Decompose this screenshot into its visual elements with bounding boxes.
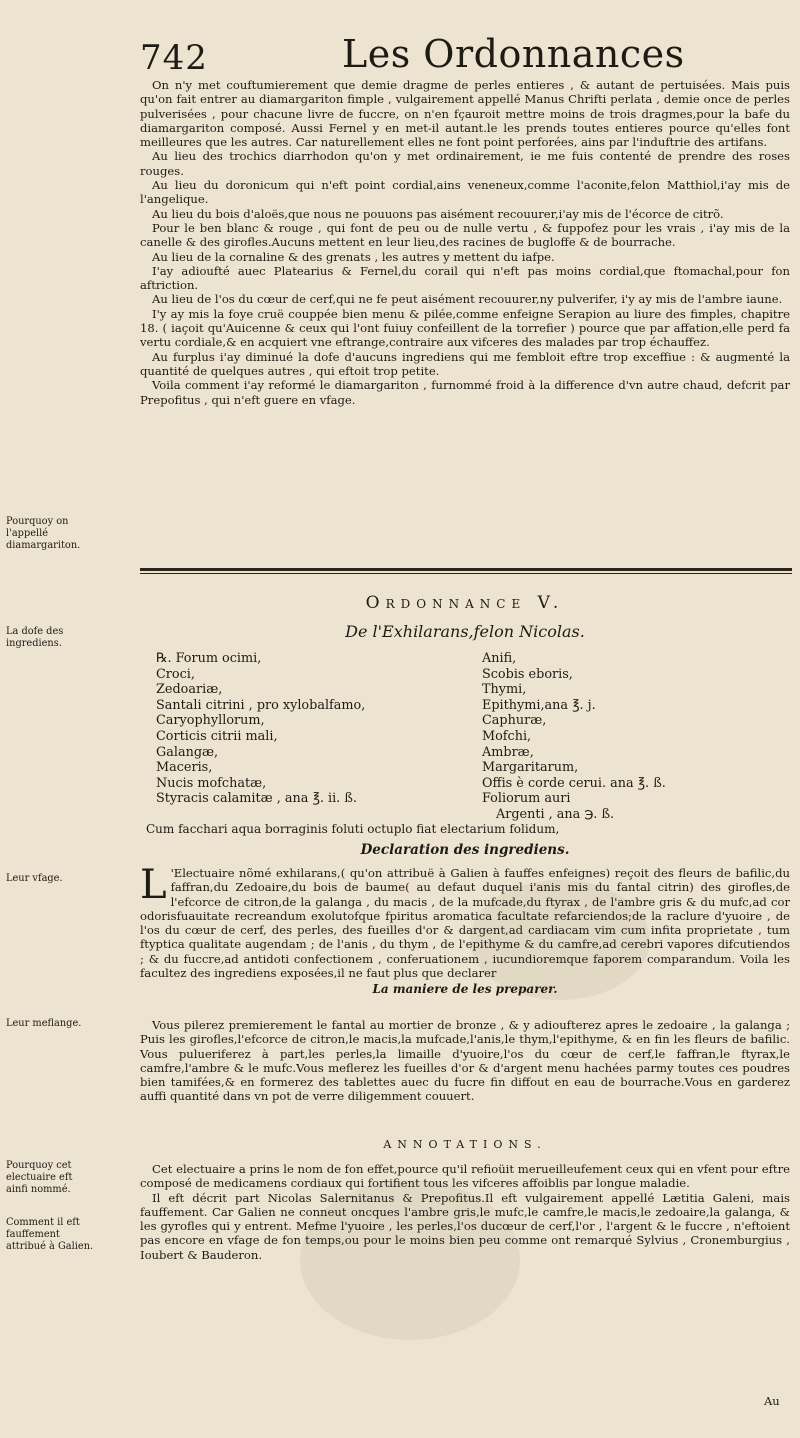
recipe-line: Anifi,: [482, 651, 517, 666]
paragraph: I'ay adioufté auec Platearius & Fernel,du corail qui n'eft pas moins cordial,que ftomachal,pour fon aftriction.: [140, 263, 790, 293]
recipe-line: ℞. Forum ocimi,: [156, 651, 262, 666]
paragraph: Au lieu de la cornaline & des grenats , les autres y mettent du iafpe.: [152, 249, 555, 264]
recipe-line: Galangæ,: [156, 744, 219, 760]
recipe-line: Ambræ,: [482, 744, 534, 760]
recipe-left-column: [156, 651, 365, 807]
paragraph: Au lieu de l'os du cœur de cerf,qui ne fe peut aisément recouurer,ny pulverifer, i'y ay mis de l'ambre iaune.: [152, 292, 783, 307]
annotations-text: [140, 1162, 790, 1262]
page-number: 742: [140, 38, 208, 78]
recipe-line: Croci,: [156, 666, 195, 682]
recipe-line: Margaritarum,: [482, 760, 579, 776]
recipe-line: Epithymi,ana ℥. j.: [482, 697, 596, 713]
paragraph: Vous pilerez premierement le fantal au mortier de bronze , & y adioufterez apres le zedoaire , la galanga ; Puis les girofles,l'efcorce de citron,le macis,la mufcade,l'anis,le thym,l'epithyme, & en fin les fleurs de bafilic. Vous pulueriferez à part,les perles,la limaille d'yuoire,l'os du cœur de cerf,le faffran,le ftyrax,le camfre,l'ambre & le mufc.Vous meflerez les fueilles d'or & d'argent menu hachées parmy toutes ces poudres bien tamifées,& en formerez des tablettes auec du fucre fin diffout en eau de bourrache.Vous en garderez auffi quantité dans vn pot de verre diligemment couuert.: [140, 1018, 790, 1104]
recipe-line: Nucis mofchatæ,: [156, 775, 267, 791]
margin-note-mixing: Leur meflange.: [6, 1018, 82, 1029]
catchword: Au: [764, 1394, 780, 1408]
recipe-line: Foliorum auri: [482, 791, 571, 807]
drop-cap: L: [140, 862, 167, 908]
recipe-line: Santali citrini , pro xylobalfamo,: [156, 697, 366, 713]
paragraph: Au furplus i'ay diminué la dofe d'aucuns ingrediens qui me fembloit eftre trop exceffiue : & augmenté la quantité de quelques autres , qui eftoit trop petite.: [140, 349, 790, 378]
recipe-line: Offis è corde cerui. ana ℥. ß.: [482, 775, 666, 791]
annotations-title: ANNOTATIONS.: [383, 1138, 547, 1151]
recipe-line: Scobis eboris,: [482, 666, 573, 682]
recipe-closing: Cum facchari aqua borraginis foluti octuplo fiat electarium folidum,: [146, 822, 560, 836]
margin-note-why-named: Pourquoy on l'appellé diamargariton.: [6, 516, 81, 551]
running-title: Les Ordonnances: [342, 32, 685, 76]
paragraph: Il eft décrit part Nicolas Salernitanus & Prepofitus.Il eft vulgairement appellé Lætitia Galeni, mais fauffement. Car Galien ne conneut oncques l'ambre gris,le mufc,le camfre,le macis,le zedoaire,la galanga, & les gyrofles qui y entrent. Mefme l'yuoire , les perles,l'os ducœur de cerf,l'or , l'argent & le fuccre , n'eftoient pas encore en vfage de fon temps,ou pour le moins bien peu comme ont remarqué Sylvius , Cronemburgius , Ioubert & Bauderon.: [140, 1190, 790, 1262]
paragraph: Au lieu du doronicum qui n'eft point cordial,ains veneneux,comme l'aconite,felon Matthiol,i'ay mis de l'angelique.: [140, 178, 790, 207]
recipe-line: Caphuræ,: [482, 713, 547, 729]
recipe-line: Caryophyllorum,: [156, 713, 265, 729]
ordonnance-title: Ordonnance V.: [365, 593, 565, 613]
preparation-text: [140, 1018, 790, 1104]
paragraph: Au lieu des trochics diarrhodon qu'on y met ordinairement, ie me fuis contenté de prendre des roses rouges.: [140, 149, 790, 178]
paragraph: Cet electuaire a prins le nom de fon effet,pource qu'il refioüit merueilleufement ceux qui en vfent pour eftre composé de medicamens cordiaux qui fortifient tous les vifceres affoiblis par longue maladie.: [140, 1162, 790, 1191]
recipe-line: Corticis citrii mali,: [156, 728, 278, 744]
recipe-line: Thymi,: [482, 682, 527, 698]
margin-note-dose: La dofe des ingrediens.: [6, 626, 64, 649]
paragraph: I'y ay mis la foye cruë couppée bien menu & pilée,comme enfeigne Serapion au liure des fimples, chapitre 18. ( iaçoit qu'Auicenne & ceux qui l'ont fuiuy confeillent de la torrefier ) pource que par affation,elle perd fa vertu cordiale,& en acquiert vne eftrange,contraire aux vifceres des malades par trop échauffez.: [140, 306, 790, 350]
paragraph: Voila comment i'ay reformé le diamargariton , furnommé froid à la difference d'vn autre chaud, defcrit par Prepofitus , qui n'eft guere en vfage.: [140, 378, 790, 407]
recipe-line: Styracis calamitæ , ana ℥. ii. ß.: [156, 791, 357, 807]
recipe-line: Zedoariæ,: [156, 682, 223, 698]
paragraph: Pour le ben blanc & rouge , qui font de peu ou de nulle vertu , & fuppofez pour les vrais , i'ay mis de la canelle & des girofles.Aucuns mettent en leur lieu,des racines de bugloffe & de bourrache.: [140, 220, 790, 250]
paragraph: On n'y met couftumierement que demie dragme de perles entieres , & autant de pertuisées. Mais puis qu'on fait entrer au diamargariton fimple , vulgairement appellé Manus Chrifti perlata , demie once de perles pulverisées , pour chacune livre de fuccre, on n'en fçauroit mettre moins de trois dragmes,pour la bafe du diamargariton composé. Aussi Fernel y en met-il autant.le les prends toutes entieres pource qu'elles font meilleures que les autres. Car naturellement elles ne font point perforées, ains par l'induftrie des artifans.: [140, 78, 790, 150]
declaration-title: Declaration des ingrediens.: [360, 842, 570, 858]
recipe-line: Argenti , ana ℈. ß.: [496, 806, 615, 822]
paragraph: Au lieu du bois d'aloës,que nous ne pouuons pas aisément recouurer,i'ay mis de l'écorce de citrõ.: [152, 206, 724, 221]
manner-title: La maniere de les preparer.: [372, 982, 558, 997]
ordonnance-subtitle: De l'Exhilarans,felon Nicolas.: [345, 622, 585, 641]
recipe-line: Mofchi,: [482, 728, 532, 744]
declaration-text: [140, 862, 790, 997]
declaration-body: 'Electuaire nõmé exhilarans,( qu'on attribuë à Galien à fauffes enfeignes) reçoit des fleurs de bafilic,du faffran,du Zedoaire,du bois de baume( au defaut duquel i'anis mis du fantal citrin) des girofles,de l'efcorce de citron,de la galanga , du macis , de la mufcade,du ftyrax , de l'ambre gris & du mufc,ad cor odorisfuauitate recreandum exolutofque fpiritus aromatica facultate refarciendos;de la raclure d'yuoire , de l'os du cœur de cerf, des perles, des fueilles d'or & dargent,ad cardiacam vim cum infita proprietate , tum ftyptica qualitate augendam ; de l'anis , du thym , de l'epithyme & du camfre,ad cerebri vapores difcutiendos ; & du fuccre,ad antidoti confectionem , conferuationem , iucundioremque faporem comparandum. Voila les facultez des ingrediens exposées,il ne faut plus que declarer: [140, 866, 790, 981]
section-rule: [140, 573, 792, 574]
margin-note-usage: Leur vfage.: [6, 873, 63, 884]
margin-note-why-electuary: Pourquoy cet electuaire eft ainfi nommé.: [6, 1160, 73, 1195]
intro-text: [140, 78, 790, 407]
recipe-right-column: [482, 651, 666, 823]
margin-note-attributed: Comment il eft fauffement attribué à Galien.: [6, 1217, 94, 1252]
section-rule: [140, 568, 792, 571]
recipe-line: Maceris,: [156, 760, 213, 776]
